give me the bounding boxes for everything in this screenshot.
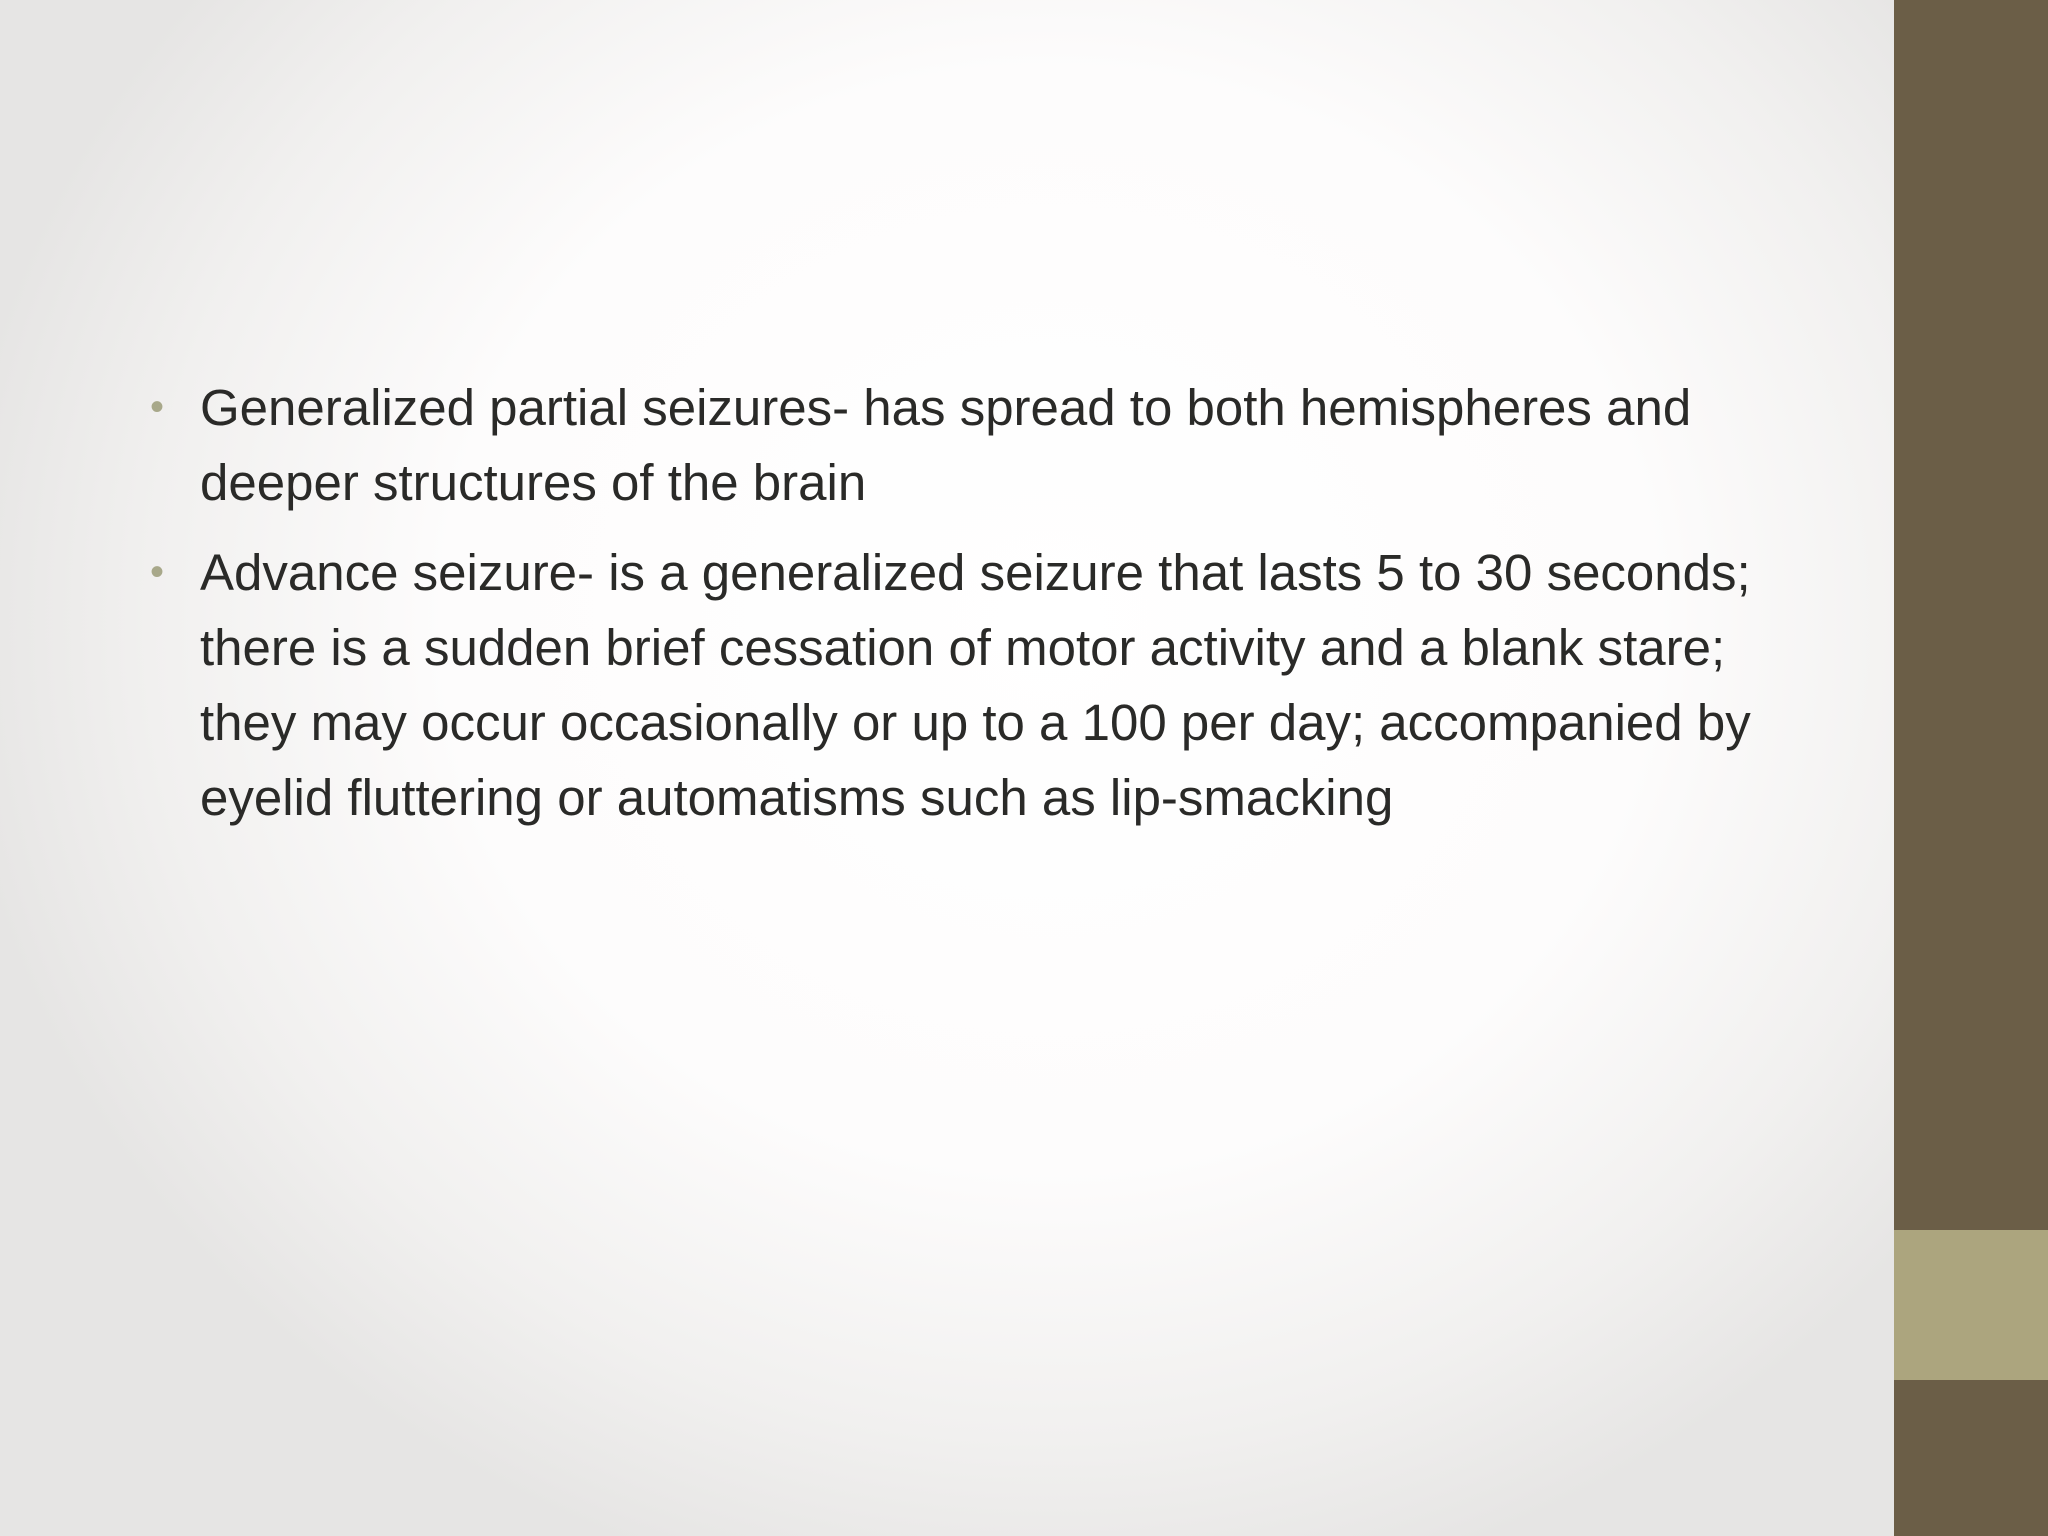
bullet-text: Generalized partial seizures- has spread to both hemispheres and deeper structures of the brain (200, 379, 1692, 511)
decorative-sidebar-accent (1894, 1230, 2048, 1380)
bullet-item (146, 535, 1766, 835)
bullet-text: Advance seizure- is a generalized seizure that lasts 5 to 30 seconds; there is a sudden brief cessation of motor activity and a blank stare; they may occur occasionally or up to a 100 per day; accompanied by eyelid fluttering or automatisms such as lip-smacking (200, 544, 1751, 826)
slide-content (146, 370, 1766, 850)
bullet-dot-icon: • (150, 550, 165, 594)
bullet-dot-icon: • (150, 385, 165, 429)
bullet-item (146, 370, 1766, 520)
bullet-list (146, 370, 1766, 835)
